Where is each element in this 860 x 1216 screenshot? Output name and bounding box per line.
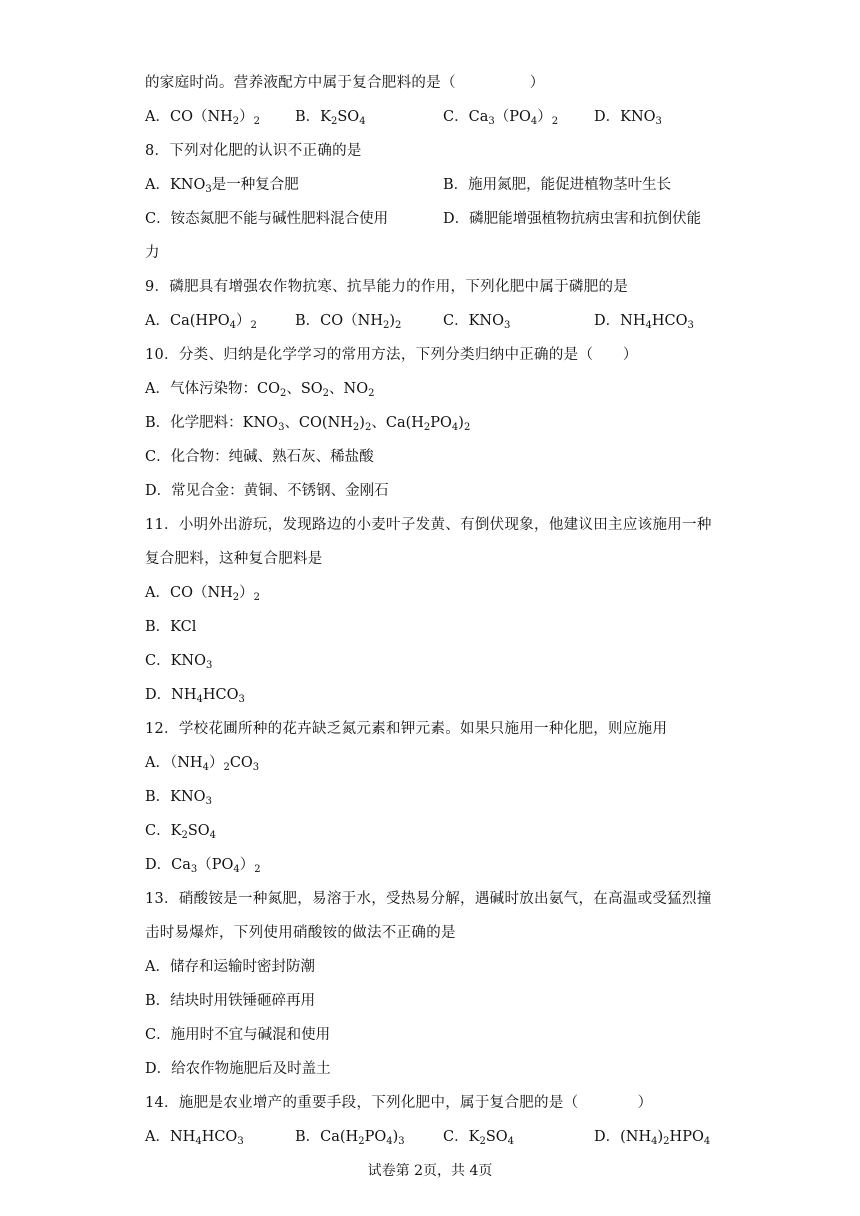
- q14-option-b: B．$Ca(H_2PO_4)_3$: [295, 1129, 405, 1147]
- q14-option-d: D．$(NH_4)_2HPO_4$: [594, 1129, 711, 1147]
- q7-option-a: A．$CO(NH_2)_2$: [145, 109, 261, 127]
- q9-stem: 9．磷肥具有增强农作物抗寒、抗旱能力的作用，下列化肥中属于磷肥的是: [145, 279, 629, 295]
- q8-stem: 8．下列对化肥的认识不正确的是: [145, 143, 362, 159]
- q7-option-d: D．$KNO_3$: [594, 109, 662, 127]
- q12-option-b: B．$KNO_3$: [145, 789, 212, 807]
- q8-option-d: D．磷肥能增强植物抗病虫害和抗倒伏能: [443, 211, 702, 227]
- q14-stem: 14．施肥是农业增产的重要手段，下列化肥中，属于复合肥的是（ ）: [145, 1095, 653, 1111]
- q8-option-a: A．$KNO_3$是一种复合肥: [145, 177, 299, 195]
- q7-stem-tail: 的家庭时尚。营养液配方中属于复合肥料的是（ ）: [145, 75, 545, 91]
- q13-option-a: A．储存和运输时密封防潮: [145, 959, 315, 975]
- q8-option-b: B．施用氮肥，能促进植物茎叶生长: [443, 177, 672, 193]
- q8-option-c: C．铵态氮肥不能与碱性肥料混合使用: [145, 211, 389, 227]
- q13-option-d: D．给农作物施肥后及时盖土: [145, 1061, 331, 1077]
- q7-option-b: B．$K_2SO_4$: [295, 109, 366, 127]
- q13-option-c: C．施用时不宜与碱混和使用: [145, 1027, 331, 1043]
- q12-option-a: A．$(NH_4)_2CO_3$: [145, 755, 260, 773]
- q9-option-c: C．$KNO_3$: [443, 313, 511, 331]
- q12-option-c: C．$K_2SO_4$: [145, 823, 217, 841]
- q8-option-d-continued: 力: [145, 245, 160, 261]
- q14-option-c: C．$K_2SO_4$: [443, 1129, 515, 1147]
- q9-option-b: B．$CO(NH_2)_2$: [295, 313, 402, 331]
- q10-option-c: C．化合物：纯碱、熟石灰、稀盐酸: [145, 449, 374, 465]
- q10-stem: 10．分类、归纳是化学学习的常用方法，下列分类归纳中正确的是（ ）: [145, 347, 638, 363]
- q14-option-a: A．$NH_4HCO_3$: [145, 1129, 244, 1147]
- page-footer: 试卷第 2页，共 4页: [367, 1163, 493, 1179]
- q11-option-c: C．$KNO_3$: [145, 653, 213, 671]
- q11-option-b: B．KCl: [145, 619, 197, 635]
- q13-option-b: B．结块时用铁锤砸碎再用: [145, 993, 316, 1009]
- q11-option-a: A．$CO(NH_2)_2$: [145, 585, 261, 603]
- q10-option-b: B．化学肥料：$KNO_3$、$CO(NH_2)_2$、$Ca(H_2PO_4)_2$: [145, 415, 471, 433]
- q7-option-c: C．$Ca_3(PO_4)_2$: [443, 109, 559, 127]
- q12-option-d: D．$Ca_3(PO_4)_2$: [145, 857, 261, 875]
- q11-stem-line1: 11．小明外出游玩，发现路边的小麦叶子发黄、有倒伏现象，他建议田主应该施用一种: [145, 517, 712, 533]
- q9-option-a: A．$Ca(HPO_4)_2$: [145, 313, 257, 331]
- q10-option-a: A．气体污染物：$CO_2$、$SO_2$、$NO_2$: [145, 381, 375, 399]
- q13-stem-line2: 击时易爆炸，下列使用硝酸铵的做法不正确的是: [145, 925, 456, 941]
- q11-option-d: D．$NH_4HCO_3$: [145, 687, 245, 705]
- q13-stem-line1: 13．硝酸铵是一种氮肥，易溶于水，受热易分解，遇碱时放出氨气，在高温或受猛烈撞: [145, 891, 712, 907]
- q11-stem-line2: 复合肥料，这种复合肥料是: [145, 551, 323, 567]
- q10-option-d: D．常见合金：黄铜、不锈钢、金刚石: [145, 483, 389, 499]
- q12-stem: 12．学校花圃所种的花卉缺乏氮元素和钾元素。如果只施用一种化肥，则应施用: [145, 721, 668, 737]
- q9-option-d: D．$NH_4HCO_3$: [594, 313, 694, 331]
